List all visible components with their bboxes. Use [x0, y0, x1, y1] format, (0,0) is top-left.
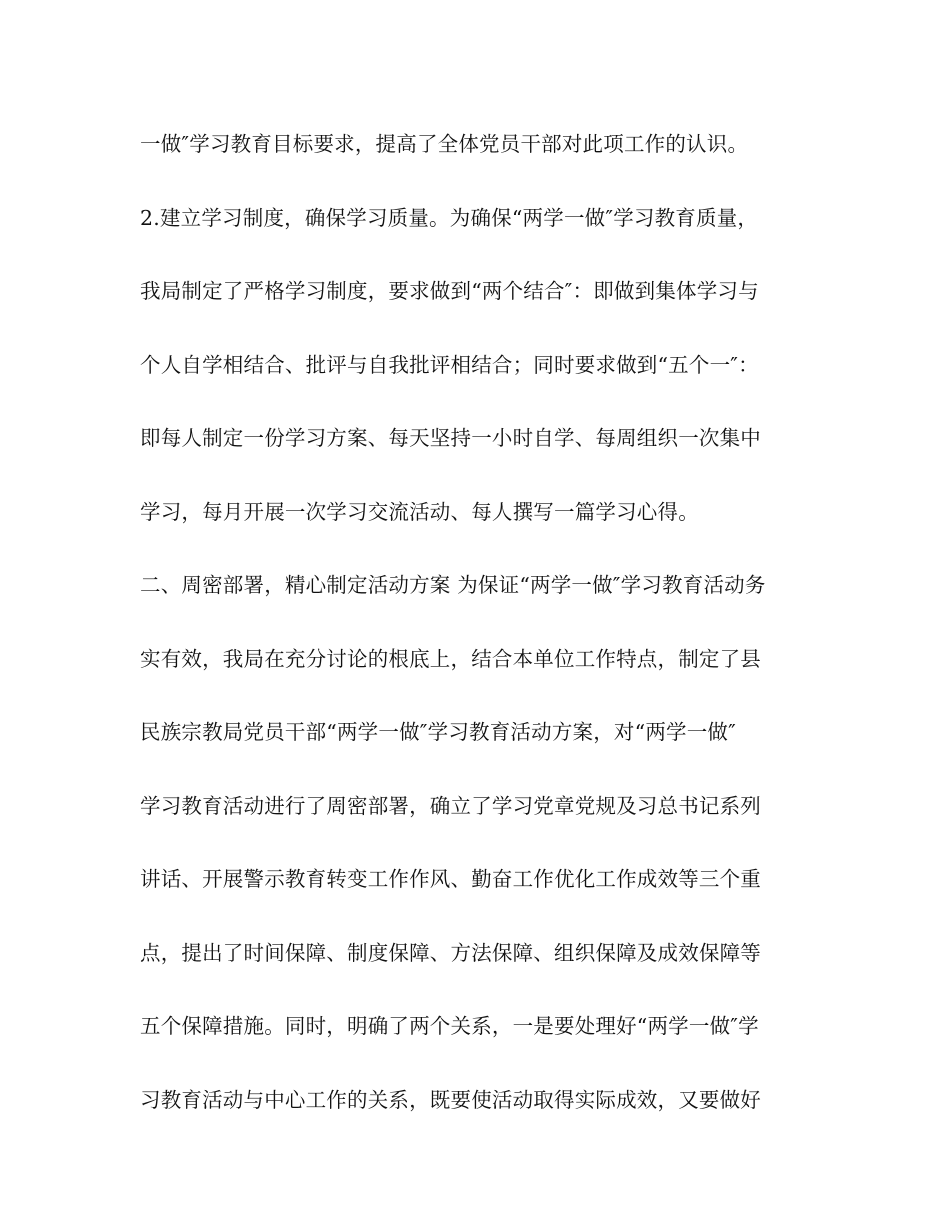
text-line-8: 实有效，我局在充分讨论的根底上，结合本单位工作特点，制定了县 [140, 646, 761, 671]
text-line-3: 我局制定了严格学习制度，要求做到“两个结合″：即做到集体学习与 [140, 279, 759, 303]
body-text [140, 124, 820, 1153]
text-line-11: 讲话、开展警示教育转变工作作风、勤奋工作优化工作成效等三个重 [140, 867, 761, 891]
text-line-13: 五个保障措施。同时，明确了两个关系，一是要处理好“两学一做″学 [140, 1014, 759, 1038]
text-line-1: 一做″学习教育目标要求，提高了全体党员干部对此项工作的认识。 [140, 132, 749, 156]
text-line-9: 民族宗教局党员干部“两学一做″学习教育活动方案，对“两学一做″ [140, 720, 736, 744]
text-line-6: 学习，每月开展一次学习交流活动、每人撰写一篇学习心得。 [140, 499, 699, 524]
text-line-14: 习教育活动与中心工作的关系，既要使活动取得实际成效，又要做好 [140, 1087, 761, 1112]
text-line-2: 2.建立学习制度，确保学习质量。为确保“两学一做″学习教育质量， [140, 205, 759, 230]
text-line-5: 即每人制定一份学习方案、每天坚持一小时自学、每周组织一次集中 [140, 426, 761, 450]
text-line-4: 个人自学相结合、批评与自我批评相结合；同时要求做到“五个一″： [140, 352, 759, 377]
text-line-10: 学习教育活动进行了周密部署，确立了学习党章党规及习总书记系列 [140, 793, 761, 818]
text-line-7: 二、周密部署，精心制定活动方案 为保证“两学一做″学习教育活动务 [140, 573, 766, 597]
text-line-12: 点，提出了时间保障、制度保障、方法保障、组织保障及成效保障等 [140, 940, 761, 965]
